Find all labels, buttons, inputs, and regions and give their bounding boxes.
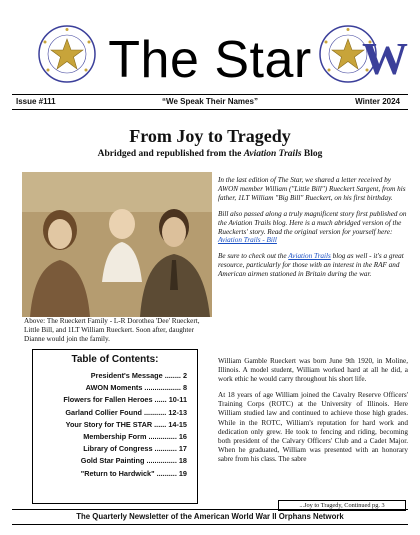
body-paragraph-1: William Gamble Rueckert was born June 9th 1920, in Moline, Illinois. A model student, William worked hard at all he did, a work ethic he would carry throughout his short life. <box>218 357 408 384</box>
toc-item[interactable]: Garland Collier Found ........... 12-13 <box>65 407 187 417</box>
toc-item[interactable]: "Return to Hardwick" .......... 19 <box>80 468 187 478</box>
toc-item[interactable]: Flowers for Fallen Heroes ...... 10-11 <box>63 395 187 405</box>
toc-item[interactable]: AWON Moments .................. 8 <box>85 383 187 393</box>
subhead-prefix: Abridged and republished from the <box>97 149 244 159</box>
toc-item[interactable]: Membership Form .............. 16 <box>83 432 187 442</box>
intro-paragraph-2 <box>218 210 408 246</box>
article-subhead <box>12 149 408 159</box>
aviation-trails-link[interactable]: Aviation Trails <box>288 252 331 261</box>
toc-title: Table of Contents: <box>71 354 159 365</box>
family-photo <box>22 172 212 317</box>
aviation-trails-bill-link[interactable]: Aviation Trails - Bill <box>218 236 277 245</box>
continued-note: ...Joy to Tragedy, Continued pg. 3 <box>278 500 406 511</box>
intro-3-prefix: Be sure to check out the <box>218 252 289 261</box>
subhead-suffix: Blog <box>301 149 323 159</box>
newsletter-title: The Star <box>108 31 312 89</box>
issue-bar <box>12 94 408 110</box>
family-photo-illustration <box>22 172 212 317</box>
body-paragraph-2: At 18 years of age William joined the Cavalry Reserve Officers' Training Corps (ROTC) at the University of Illinois. Here William studied law and continued to achieve those high grades. While in the ROTC, William's reputation for hard work and dedication only grew. He took to fencing and riding, becoming both president of the Calvary Officers' Club and a Cadet Major. When he graduated, William was presented with an honorary sabre from his class. The sabre <box>218 391 408 463</box>
toc-item[interactable]: Gold Star Painting ............... 18 <box>80 456 187 466</box>
tagline: “We Speak Their Names” <box>162 97 258 106</box>
table-of-contents <box>32 349 198 504</box>
article-body <box>218 357 408 471</box>
photo-caption: Above: The Rueckert Family - L-R Dorothea 'Dee' Rueckert, Little Bill, and 1LT William Rueckert. Soon after, daughter Dianne would join the family. <box>24 317 200 343</box>
article-headline: From Joy to Tragedy <box>129 126 291 146</box>
intro-paragraph-1: In the last edition of The Star, we shared a letter received by AWON member William ("Little Bill") Rueckert Sargent, from his father, 1LT William "Big Bill" Rueckert, on his first birthday. <box>218 176 406 202</box>
toc-item[interactable]: Library of Congress ........... 17 <box>83 444 187 454</box>
intro-3-suffix: blog as well - it's a great resource, particularly for those with an interest in the RAF and American airmen stationed in Britain during the war. <box>218 252 404 279</box>
issue-number: Issue #111 <box>16 97 56 106</box>
intro-paragraph-3 <box>218 252 408 279</box>
toc-item[interactable]: Your Story for THE STAR ...... 14-15 <box>65 419 187 429</box>
newsletter-footer: The Quarterly Newsletter of the American World War II Orphans Network <box>12 509 408 525</box>
article-intro <box>218 176 408 286</box>
awon-w-logo: W <box>362 33 408 84</box>
toc-item[interactable]: President's Message ........ 2 <box>90 371 187 380</box>
masthead <box>12 8 408 92</box>
newsletter-page <box>12 8 408 527</box>
intro-2-text: Bill also passed along a truly magnificent story first published on the Aviation Trails blog. Here is a much abridged version of the Rueckerts' story. Read the original version for yourself here: <box>218 209 407 236</box>
toc-list <box>33 370 197 480</box>
issue-date: Winter 2024 <box>355 97 400 106</box>
subhead-source: Aviation Trails <box>243 149 302 159</box>
